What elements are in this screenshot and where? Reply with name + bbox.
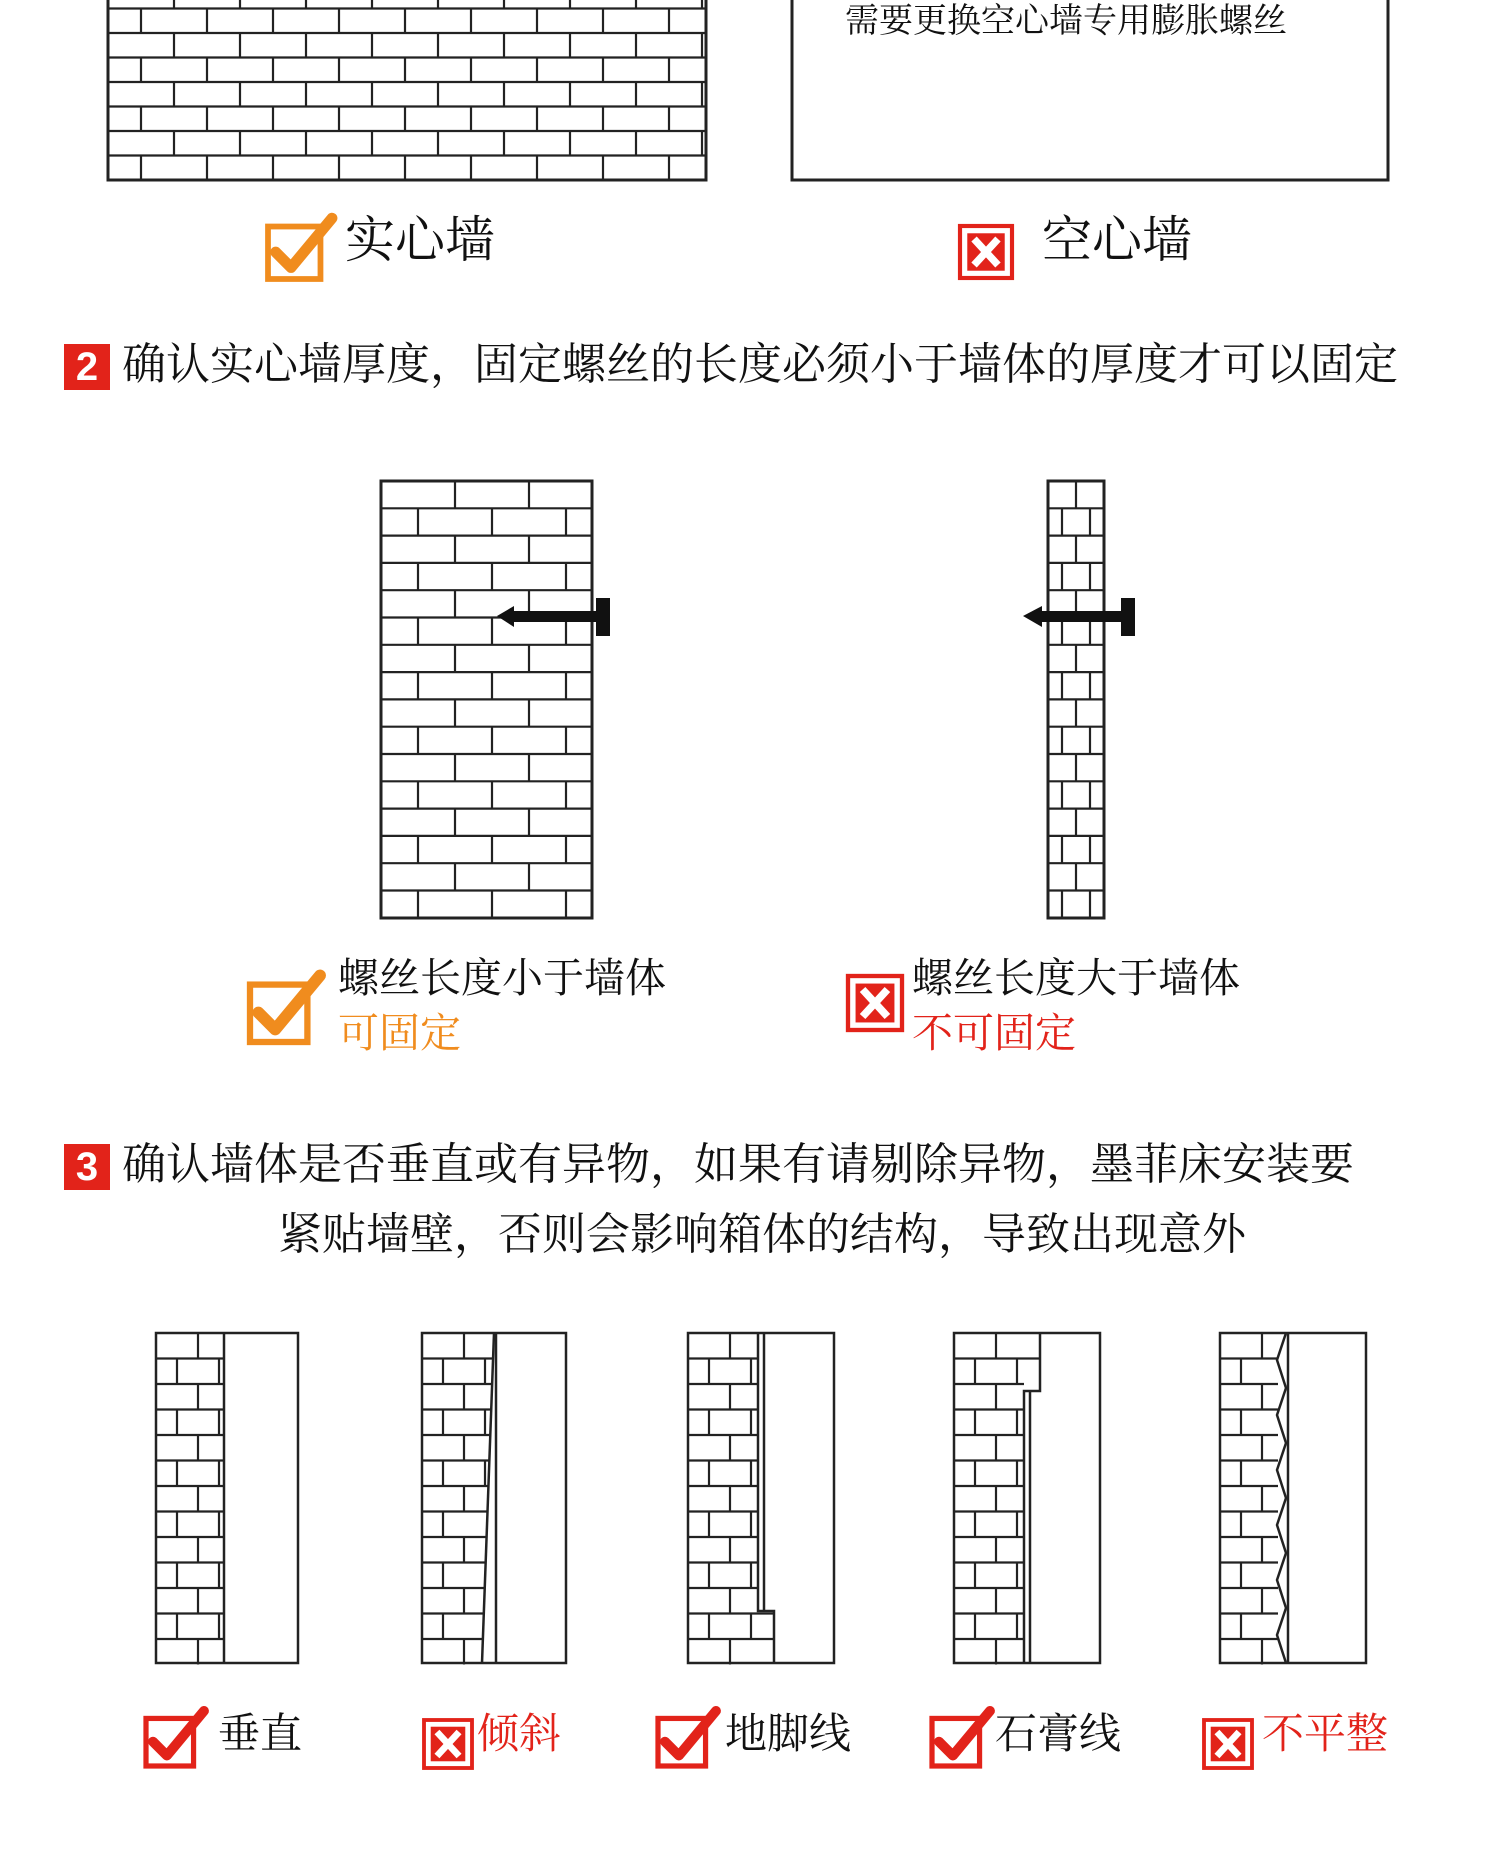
short-screw-result: 可固定	[338, 1009, 461, 1057]
cross-icon	[1204, 1720, 1252, 1768]
thick-wall-illustration	[381, 481, 592, 918]
panel-vertical	[156, 1333, 298, 1665]
label-vertical: 垂直	[218, 1709, 303, 1758]
check-icon	[932, 1711, 990, 1766]
solid-wall-label: 实心墙	[345, 211, 495, 269]
section2-title: 确认实心墙厚度，固定螺丝的长度必须小于墙体的厚度才可以固定	[122, 339, 1398, 390]
label-molding: 石膏线	[995, 1709, 1122, 1758]
short-screw-caption: 螺丝长度小于墙体	[338, 954, 666, 1002]
cross-icon	[424, 1720, 472, 1768]
check-icon	[250, 976, 320, 1043]
section2-heading	[64, 340, 1398, 391]
solid-wall-illustration	[108, 0, 706, 180]
section3-title-line1: 确认墙体是否垂直或有异物，如果有请剔除异物，墨菲床安装要	[122, 1139, 1354, 1190]
long-screw-caption: 螺丝长度大于墙体	[912, 954, 1240, 1002]
panel-tilted	[422, 1333, 566, 1665]
section3-heading	[64, 1140, 1354, 1191]
hollow-wall-label: 空心墙	[1042, 211, 1192, 269]
long-screw-result: 不可固定	[912, 1009, 1076, 1057]
thin-wall-illustration	[1048, 481, 1104, 918]
label-baseboard: 地脚线	[725, 1709, 852, 1758]
panel-molding	[954, 1333, 1100, 1665]
check-icon	[268, 218, 332, 279]
panel-baseboard	[688, 1333, 834, 1665]
cross-icon	[848, 976, 902, 1030]
section3-title-line2: 紧贴墙壁，否则会影响箱体的结构，导致出现意外	[278, 1209, 1246, 1260]
label-tilted: 倾斜	[477, 1709, 562, 1758]
label-uneven: 不平整	[1262, 1709, 1389, 1758]
panel-uneven	[1220, 1333, 1366, 1665]
cross-icon	[960, 226, 1012, 278]
check-icon	[658, 1711, 716, 1766]
hollow-wall-note: 需要更换空心墙专用膨胀螺丝	[845, 1, 1287, 41]
section2-number: 2	[64, 344, 110, 390]
check-icon	[146, 1711, 204, 1766]
section3-number: 3	[64, 1144, 110, 1190]
